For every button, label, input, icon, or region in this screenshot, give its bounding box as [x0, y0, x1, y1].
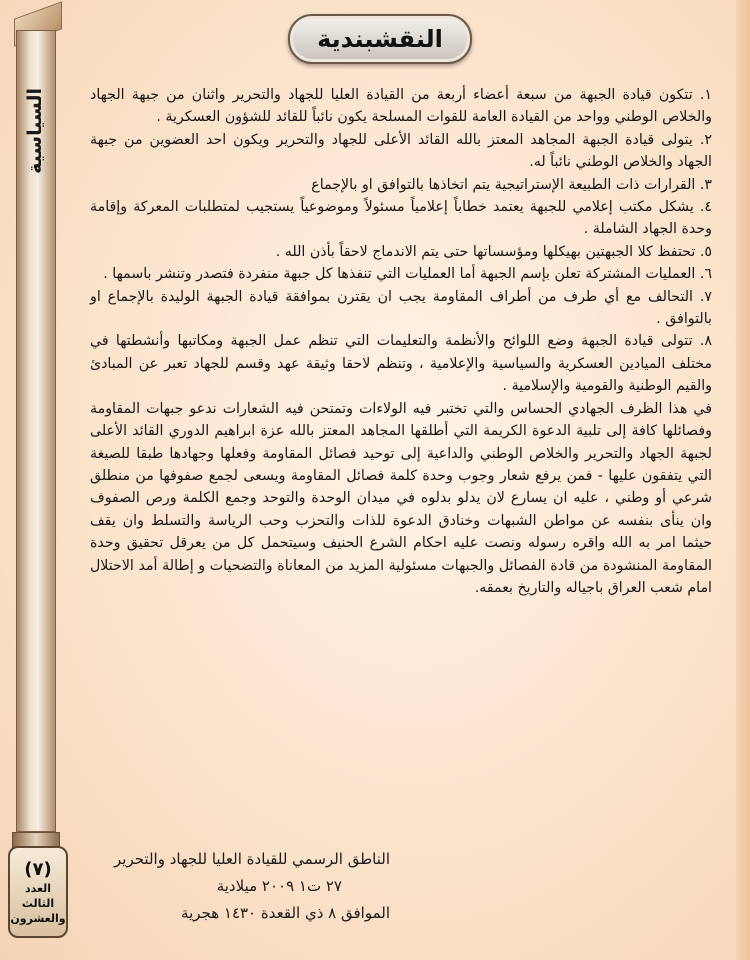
issue-label: الثالث	[21, 896, 55, 910]
list-item: ٤. يشكل مكتب إعلامي للجبهة يعتمد خطاباً إعلامياً مسئولاً وموضوعياً يستجيب لمتطلبات المعركة وإقامة وحدة الجهاد الشاملة .	[90, 199, 712, 238]
issue-badge	[8, 846, 68, 938]
publication-title: النقشبندية	[317, 25, 443, 53]
list-item: ٧. التحالف مع أي طرف من أطراف المقاومة يجب ان يقترن بموافقة قيادة الجبهة الوليدة بالإجماع او بالتوافق .	[90, 288, 712, 328]
article-body	[90, 84, 712, 599]
signature-date-hijri: الموافق ٨ ذي القعدة ١٤٣٠ هجرية	[181, 904, 390, 922]
signature-block	[90, 846, 390, 927]
issue-label: العدد	[24, 881, 52, 895]
publication-title-badge	[288, 14, 472, 64]
section-label-box	[16, 66, 54, 196]
list-item: ٢. يتولى قيادة الجبهة المجاهد المعتز بالله القائد الأعلى للجهاد والتحرير ويكون احد العضوين من جبهة الجهاد والخلاص الوطني نائباً له.	[90, 131, 712, 171]
closing-paragraph: في هذا الظرف الجهادي الحساس والتي تختبر فيه الولاءات وتمتحن فيه الشعارات ندعو جبهات المقاومة وفصائلها كافة إلى تلبية الدعوة الكريمة التي أطلقها المجاهد المعتز بالله عزة ابراهيم الدوري القائد الأعلى لجبهة الجهاد والتحرير والخلاص الوطني والداعية إلى توحيد فصائل المقاومة وفعلها وجهادها طبقا للصيغة التي يتفقون عليها - فمن يرفع شعار وجوب وحدة كلمة فصائل المقاومة ويسعى لجمع صفوفها من منطلق شرعي أو وطني ، عليه ان يسارع لان يدلو بدلوه في ميدان الوحدة والتوحد وجمع الكلمة ورص الصفوف وان ينأى بنفسه عن مواطن الشبهات وخنادق الدعوة للذات والتحزب وحب الرياسة والتسلط وان يقف حيثما امر به الله واقره رسوله ونصت عليه احكام الشرع الحنيف وسيتحمل كل من يعرقل تحقيق وحدة المقاومة المنشودة من قادة الفصائل والجبهات مسئولية المزيد من المعاناة والتضحيات و إطالة أمد الاحتلال امام شعب العراق باجياله والتاريخ بعمقه.	[90, 400, 712, 596]
page-number: (٧)	[24, 858, 52, 880]
list-item: ٥. تحتفظ كلا الجبهتين بهيكلها ومؤسساتها حتى يتم الاندماج لاحقاً بأذن الله .	[275, 243, 712, 260]
list-item: ٣. القرارات ذات الطبيعة الإستراتيجية يتم اتخاذها بالتوافق او بالإجماع	[311, 176, 712, 193]
issue-label: والعشرون	[10, 911, 66, 925]
signature-title: الناطق الرسمي للقيادة العليا للجهاد والتحرير	[114, 850, 390, 868]
page-edge	[736, 0, 750, 960]
signature-date-gregorian: ٢٧ ت١ ٢٠٠٩ ميلادية	[216, 877, 342, 895]
list-item: ١. تتكون قيادة الجبهة من سبعة أعضاء أربعة من القيادة العليا للجهاد والتحرير واثنان من جبهة الجهاد والخلاص الوطني وواحد من القيادة العامة للقوات المسلحة يكون نائباً للقائد للشؤون العسكرية .	[90, 87, 712, 126]
list-item: ٨. تتولى قيادة الجبهة وضع اللوائح والأنظمة والتعليمات التي تنظم عمل الجبهة ومكاتبها وأنشطتها في مختلف الميادين العسكرية والسياسية والإعلامية ، وتنظم لاحقا وثيقة عهد وقسم للجهاد تعبر عن المبادئ والقيم الوطنية والقومية والإسلامية .	[90, 333, 712, 395]
section-label: السياسية	[24, 88, 46, 174]
list-item: ٦. العمليات المشتركة تعلن بإسم الجبهة أما العمليات التي تنفذها كل جبهة منفردة فتصدر وتنشر باسمها .	[103, 266, 712, 283]
